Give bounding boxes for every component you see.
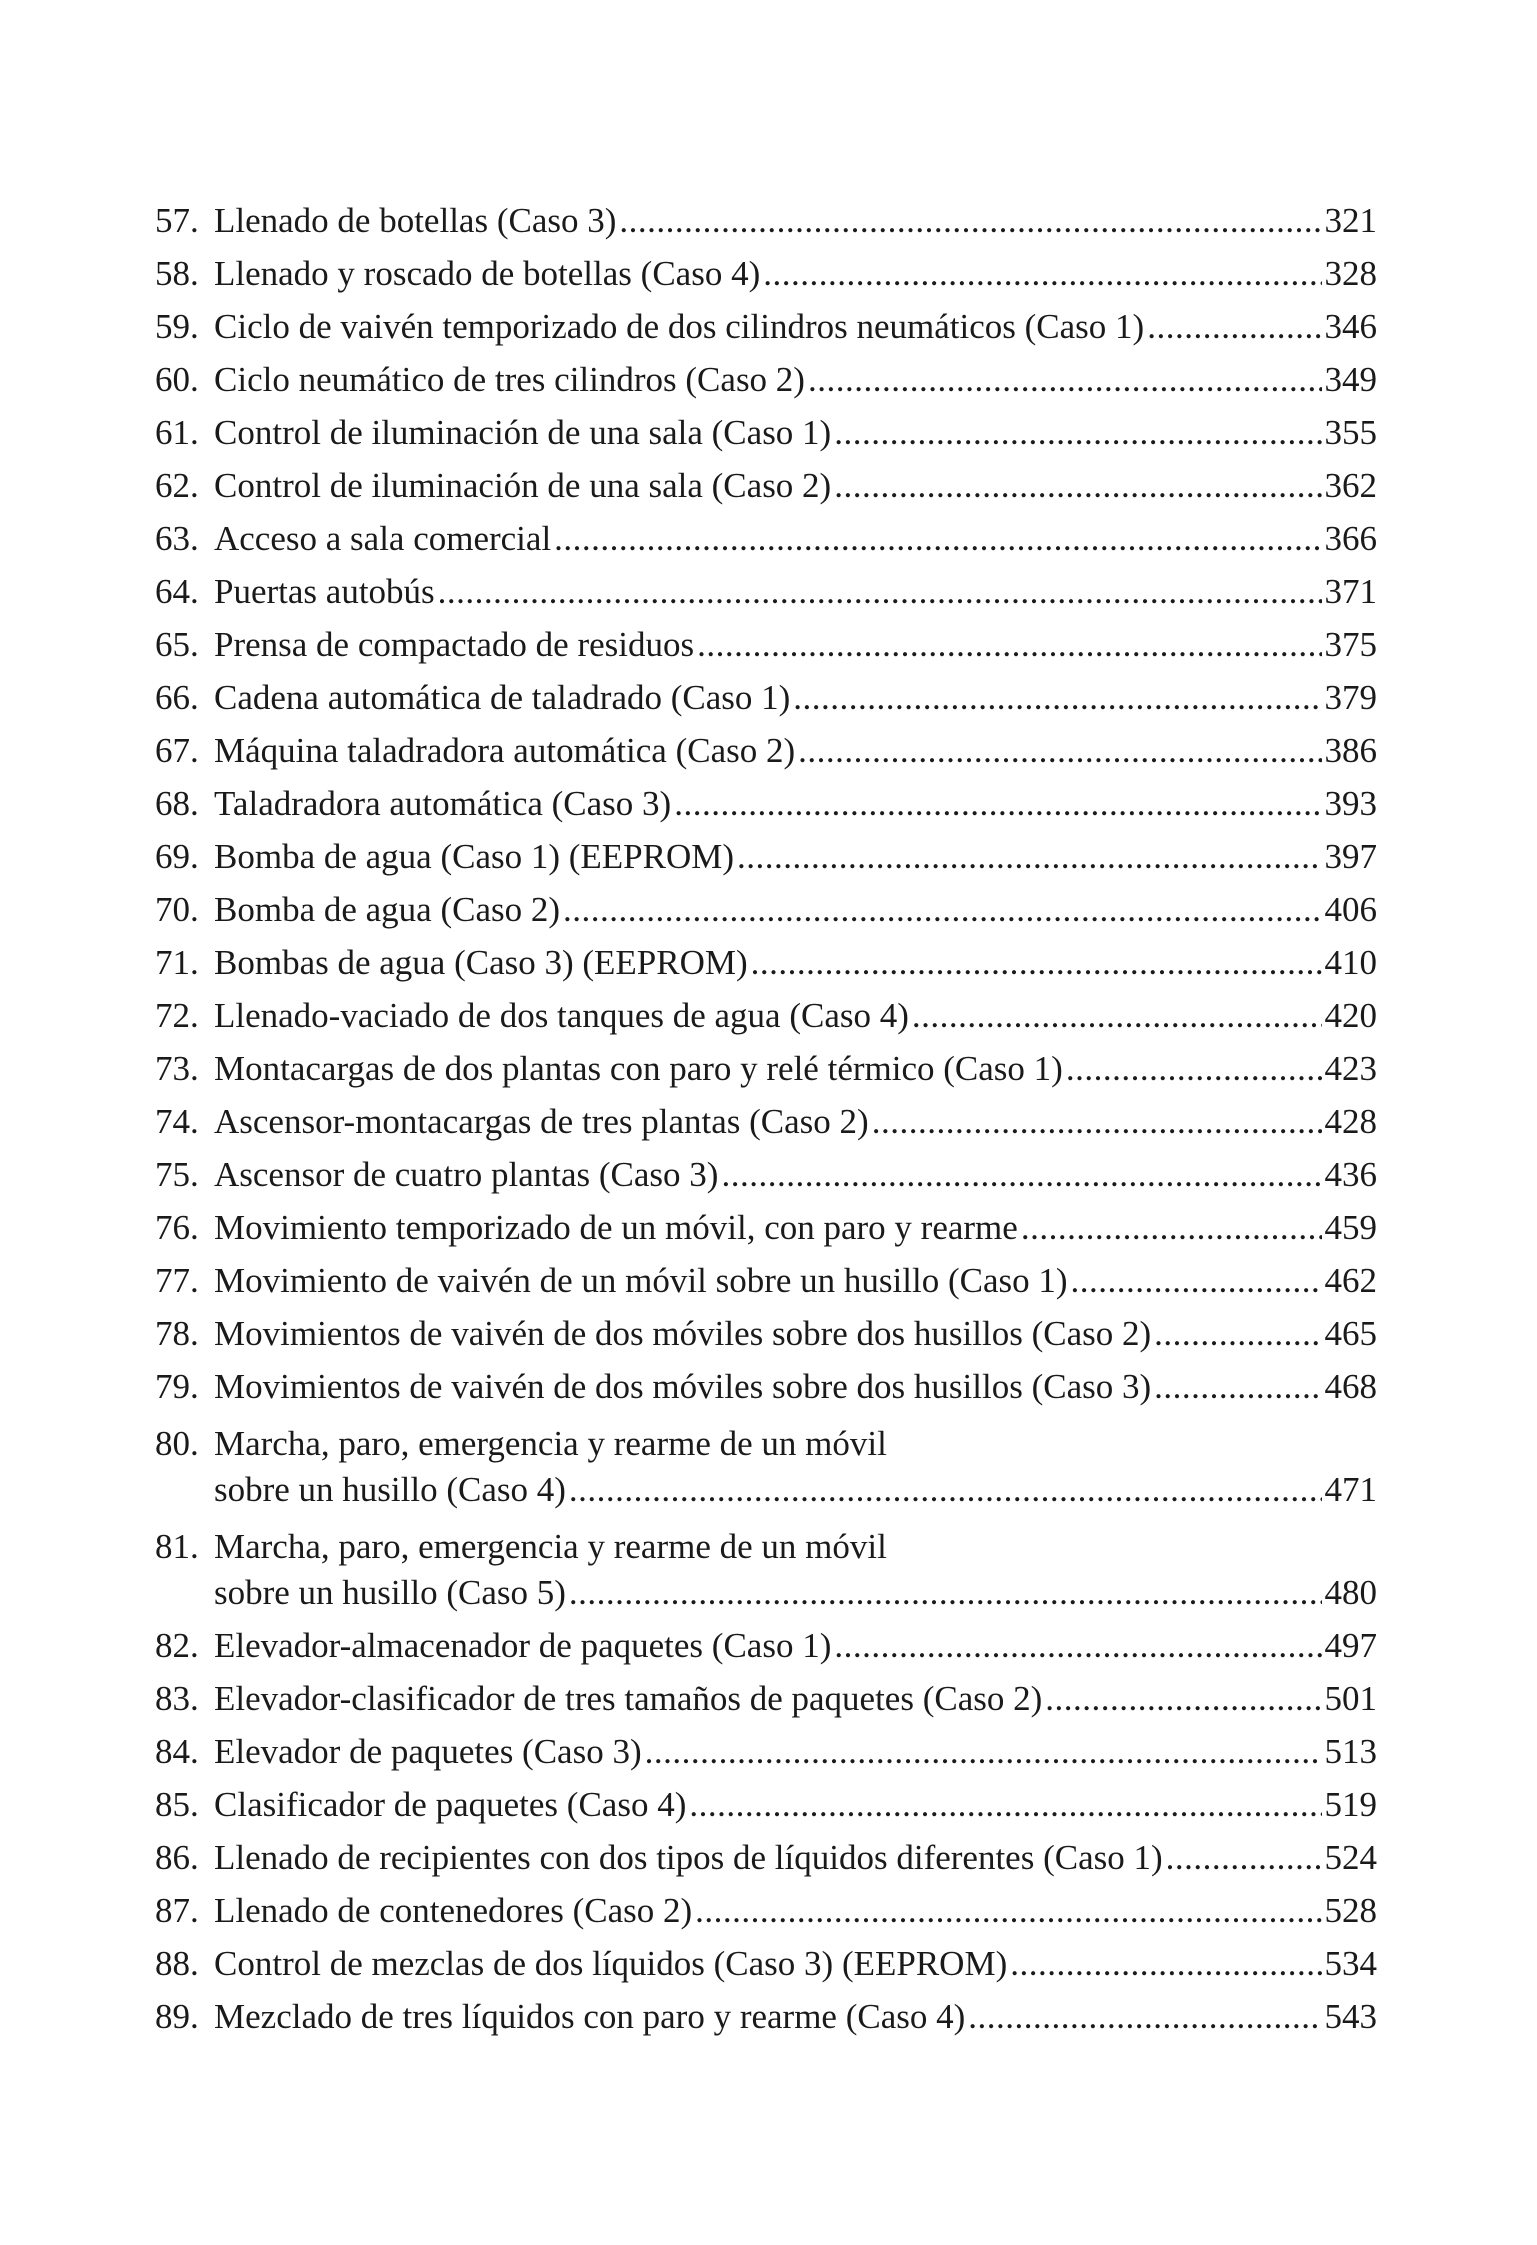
toc-entry <box>155 1516 1377 1619</box>
entry-title: Puertas autobús <box>214 572 435 611</box>
entry-page: 423 <box>1324 1049 1377 1088</box>
dot-leader <box>912 989 1322 1042</box>
entry-page: 371 <box>1324 572 1377 611</box>
entry-title: Clasificador de paquetes (Caso 4) <box>214 1785 687 1824</box>
entry-title: Llenado de contenedores (Caso 2) <box>214 1891 693 1930</box>
dot-leader <box>569 1570 1322 1616</box>
dot-leader <box>798 724 1321 777</box>
entry-title: Movimiento de vaivén de un móvil sobre un husillo (Caso 1) <box>214 1261 1068 1300</box>
dot-leader <box>1154 1360 1321 1413</box>
entry-title: Control de iluminación de una sala (Caso 2) <box>214 466 832 505</box>
entry-page: 406 <box>1324 890 1377 929</box>
entry-number: 61. <box>155 413 199 452</box>
dot-leader <box>763 247 1321 300</box>
dot-leader <box>1066 1042 1322 1095</box>
entry-number: 59. <box>155 307 199 346</box>
toc-entry <box>155 300 1377 353</box>
dot-leader <box>1166 1831 1322 1884</box>
toc-entry <box>155 724 1377 777</box>
entry-page: 393 <box>1324 784 1377 823</box>
toc-entry <box>155 1831 1377 1884</box>
entry-page: 524 <box>1324 1838 1377 1877</box>
toc-entry <box>155 1307 1377 1360</box>
dot-leader <box>619 194 1321 247</box>
dot-leader <box>968 1990 1321 2043</box>
toc-entry <box>155 512 1377 565</box>
toc-entry <box>155 1201 1377 1254</box>
toc-entry <box>155 1937 1377 1990</box>
entry-number: 72. <box>155 996 199 1035</box>
toc-entry <box>155 830 1377 883</box>
entry-title-line1: Marcha, paro, emergencia y rearme de un móvil <box>214 1527 887 1566</box>
entry-page: 501 <box>1324 1679 1377 1718</box>
entry-number: 79. <box>155 1367 199 1406</box>
entry-number: 64. <box>155 572 199 611</box>
entry-number: 58. <box>155 254 199 293</box>
dot-leader <box>697 618 1321 671</box>
dot-leader <box>554 512 1321 565</box>
entry-number: 71. <box>155 943 199 982</box>
toc-entry <box>155 1148 1377 1201</box>
entry-page: 428 <box>1324 1102 1377 1141</box>
entry-number: 70. <box>155 890 199 929</box>
toc-entry <box>155 1672 1377 1725</box>
entry-page: 534 <box>1324 1944 1377 1983</box>
toc-entry <box>155 1619 1377 1672</box>
entry-number: 77. <box>155 1261 199 1300</box>
entry-page: 321 <box>1324 201 1377 240</box>
toc-entry <box>155 777 1377 830</box>
toc-entry <box>155 1990 1377 2043</box>
entry-page: 328 <box>1324 254 1377 293</box>
entry-title: Movimientos de vaivén de dos móviles sobre dos husillos (Caso 2) <box>214 1314 1152 1353</box>
dot-leader <box>674 777 1321 830</box>
entry-number: 57. <box>155 201 199 240</box>
entry-page: 355 <box>1324 413 1377 452</box>
entry-title: Montacargas de dos plantas con paro y relé térmico (Caso 1) <box>214 1049 1063 1088</box>
dot-leader <box>808 353 1322 406</box>
entry-title: Prensa de compactado de residuos <box>214 625 695 664</box>
entry-page: 420 <box>1324 996 1377 1035</box>
entry-title: Taladradora automática (Caso 3) <box>214 784 672 823</box>
dot-leader <box>645 1725 1322 1778</box>
entry-title: Llenado de recipientes con dos tipos de líquidos diferentes (Caso 1) <box>214 1838 1163 1877</box>
dot-leader <box>1021 1201 1322 1254</box>
toc-entry <box>155 936 1377 989</box>
dot-leader <box>1045 1672 1321 1725</box>
toc-entry <box>155 618 1377 671</box>
entry-number: 80. <box>155 1424 199 1463</box>
entry-number: 82. <box>155 1626 199 1665</box>
entry-page: 346 <box>1324 307 1377 346</box>
entry-number: 85. <box>155 1785 199 1824</box>
entry-title: Bomba de agua (Caso 1) (EEPROM) <box>214 837 735 876</box>
entry-page: 436 <box>1324 1155 1377 1194</box>
toc-entry <box>155 1360 1377 1413</box>
dot-leader <box>563 883 1321 936</box>
entry-title: Llenado y roscado de botellas (Caso 4) <box>214 254 761 293</box>
dot-leader <box>1147 300 1321 353</box>
entry-page: 480 <box>1324 1573 1377 1612</box>
entry-number: 63. <box>155 519 199 558</box>
dot-leader <box>834 459 1321 512</box>
entry-number: 74. <box>155 1102 199 1141</box>
dot-leader <box>793 671 1321 724</box>
entry-title: Bomba de agua (Caso 2) <box>214 890 561 929</box>
entry-title: Llenado-vaciado de dos tanques de agua (Caso 4) <box>214 996 909 1035</box>
entry-page: 379 <box>1324 678 1377 717</box>
toc-entry <box>155 247 1377 300</box>
entry-number: 60. <box>155 360 199 399</box>
entry-title-line1: Marcha, paro, emergencia y rearme de un móvil <box>214 1424 887 1463</box>
entry-number: 66. <box>155 678 199 717</box>
entry-number: 75. <box>155 1155 199 1194</box>
entry-number: 69. <box>155 837 199 876</box>
entry-page: 397 <box>1324 837 1377 876</box>
entry-number: 87. <box>155 1891 199 1930</box>
entry-title: Máquina taladradora automática (Caso 2) <box>214 731 796 770</box>
entry-page: 543 <box>1324 1997 1377 2036</box>
dot-leader <box>737 830 1321 883</box>
entry-title: Control de iluminación de una sala (Caso 1) <box>214 413 832 452</box>
table-of-contents <box>155 194 1377 2043</box>
toc-entry <box>155 1884 1377 1937</box>
entry-page: 366 <box>1324 519 1377 558</box>
toc-entry <box>155 989 1377 1042</box>
entry-page: 519 <box>1324 1785 1377 1824</box>
entry-page: 386 <box>1324 731 1377 770</box>
entry-title: Control de mezclas de dos líquidos (Caso 3) (EEPROM) <box>214 1944 1008 1983</box>
dot-leader <box>569 1467 1322 1513</box>
toc-entry <box>155 353 1377 406</box>
dot-leader <box>1071 1254 1322 1307</box>
toc-entry <box>155 1778 1377 1831</box>
toc-entry <box>155 459 1377 512</box>
entry-number: 78. <box>155 1314 199 1353</box>
entry-number: 68. <box>155 784 199 823</box>
dot-leader <box>1010 1937 1321 1990</box>
entry-title: Llenado de botellas (Caso 3) <box>214 201 617 240</box>
dot-leader <box>438 565 1322 618</box>
toc-entry <box>155 883 1377 936</box>
entry-title: Cadena automática de taladrado (Caso 1) <box>214 678 791 717</box>
entry-number: 67. <box>155 731 199 770</box>
entry-number: 84. <box>155 1732 199 1771</box>
entry-page: 528 <box>1324 1891 1377 1930</box>
entry-page: 459 <box>1324 1208 1377 1247</box>
dot-leader <box>721 1148 1321 1201</box>
entry-title: Movimiento temporizado de un móvil, con paro y rearme <box>214 1208 1018 1247</box>
entry-page: 362 <box>1324 466 1377 505</box>
toc-entry <box>155 406 1377 459</box>
toc-entry <box>155 565 1377 618</box>
entry-page: 462 <box>1324 1261 1377 1300</box>
dot-leader <box>834 1619 1321 1672</box>
entry-number: 88. <box>155 1944 199 1983</box>
entry-number: 73. <box>155 1049 199 1088</box>
entry-number: 65. <box>155 625 199 664</box>
entry-title: Ciclo neumático de tres cilindros (Caso 2) <box>214 360 805 399</box>
entry-page: 468 <box>1324 1367 1377 1406</box>
entry-page: 410 <box>1324 943 1377 982</box>
entry-page: 349 <box>1324 360 1377 399</box>
entry-title: Ascensor-montacargas de tres plantas (Caso 2) <box>214 1102 869 1141</box>
dot-leader <box>1154 1307 1321 1360</box>
entry-title: Ascensor de cuatro plantas (Caso 3) <box>214 1155 719 1194</box>
toc-entry <box>155 1095 1377 1148</box>
toc-entry <box>155 194 1377 247</box>
entry-number: 81. <box>155 1527 199 1566</box>
dot-leader <box>689 1778 1321 1831</box>
entry-page: 513 <box>1324 1732 1377 1771</box>
entry-number: 76. <box>155 1208 199 1247</box>
entry-number: 89. <box>155 1997 199 2036</box>
toc-entry <box>155 1042 1377 1095</box>
toc-entry <box>155 1254 1377 1307</box>
entry-title: Mezclado de tres líquidos con paro y rearme (Caso 4) <box>214 1997 966 2036</box>
entry-title: sobre un husillo (Caso 4) <box>214 1470 566 1509</box>
entry-page: 497 <box>1324 1626 1377 1665</box>
toc-entry <box>155 1413 1377 1516</box>
entry-number: 86. <box>155 1838 199 1877</box>
entry-title: sobre un husillo (Caso 5) <box>214 1573 566 1612</box>
entry-title: Elevador-almacenador de paquetes (Caso 1) <box>214 1626 832 1665</box>
toc-entry <box>155 671 1377 724</box>
entry-title: Ciclo de vaivén temporizado de dos cilindros neumáticos (Caso 1) <box>214 307 1145 346</box>
entry-number: 62. <box>155 466 199 505</box>
entry-page: 471 <box>1324 1470 1377 1509</box>
entry-page: 375 <box>1324 625 1377 664</box>
entry-title: Movimientos de vaivén de dos móviles sobre dos husillos (Caso 3) <box>214 1367 1152 1406</box>
entry-title: Elevador de paquetes (Caso 3) <box>214 1732 642 1771</box>
dot-leader <box>751 936 1322 989</box>
dot-leader <box>872 1095 1322 1148</box>
dot-leader <box>834 406 1321 459</box>
dot-leader <box>695 1884 1321 1937</box>
toc-entry <box>155 1725 1377 1778</box>
entry-title: Elevador-clasificador de tres tamaños de paquetes (Caso 2) <box>214 1679 1043 1718</box>
entry-page: 465 <box>1324 1314 1377 1353</box>
entry-title: Acceso a sala comercial <box>214 519 552 558</box>
entry-title: Bombas de agua (Caso 3) (EEPROM) <box>214 943 748 982</box>
entry-number: 83. <box>155 1679 199 1718</box>
